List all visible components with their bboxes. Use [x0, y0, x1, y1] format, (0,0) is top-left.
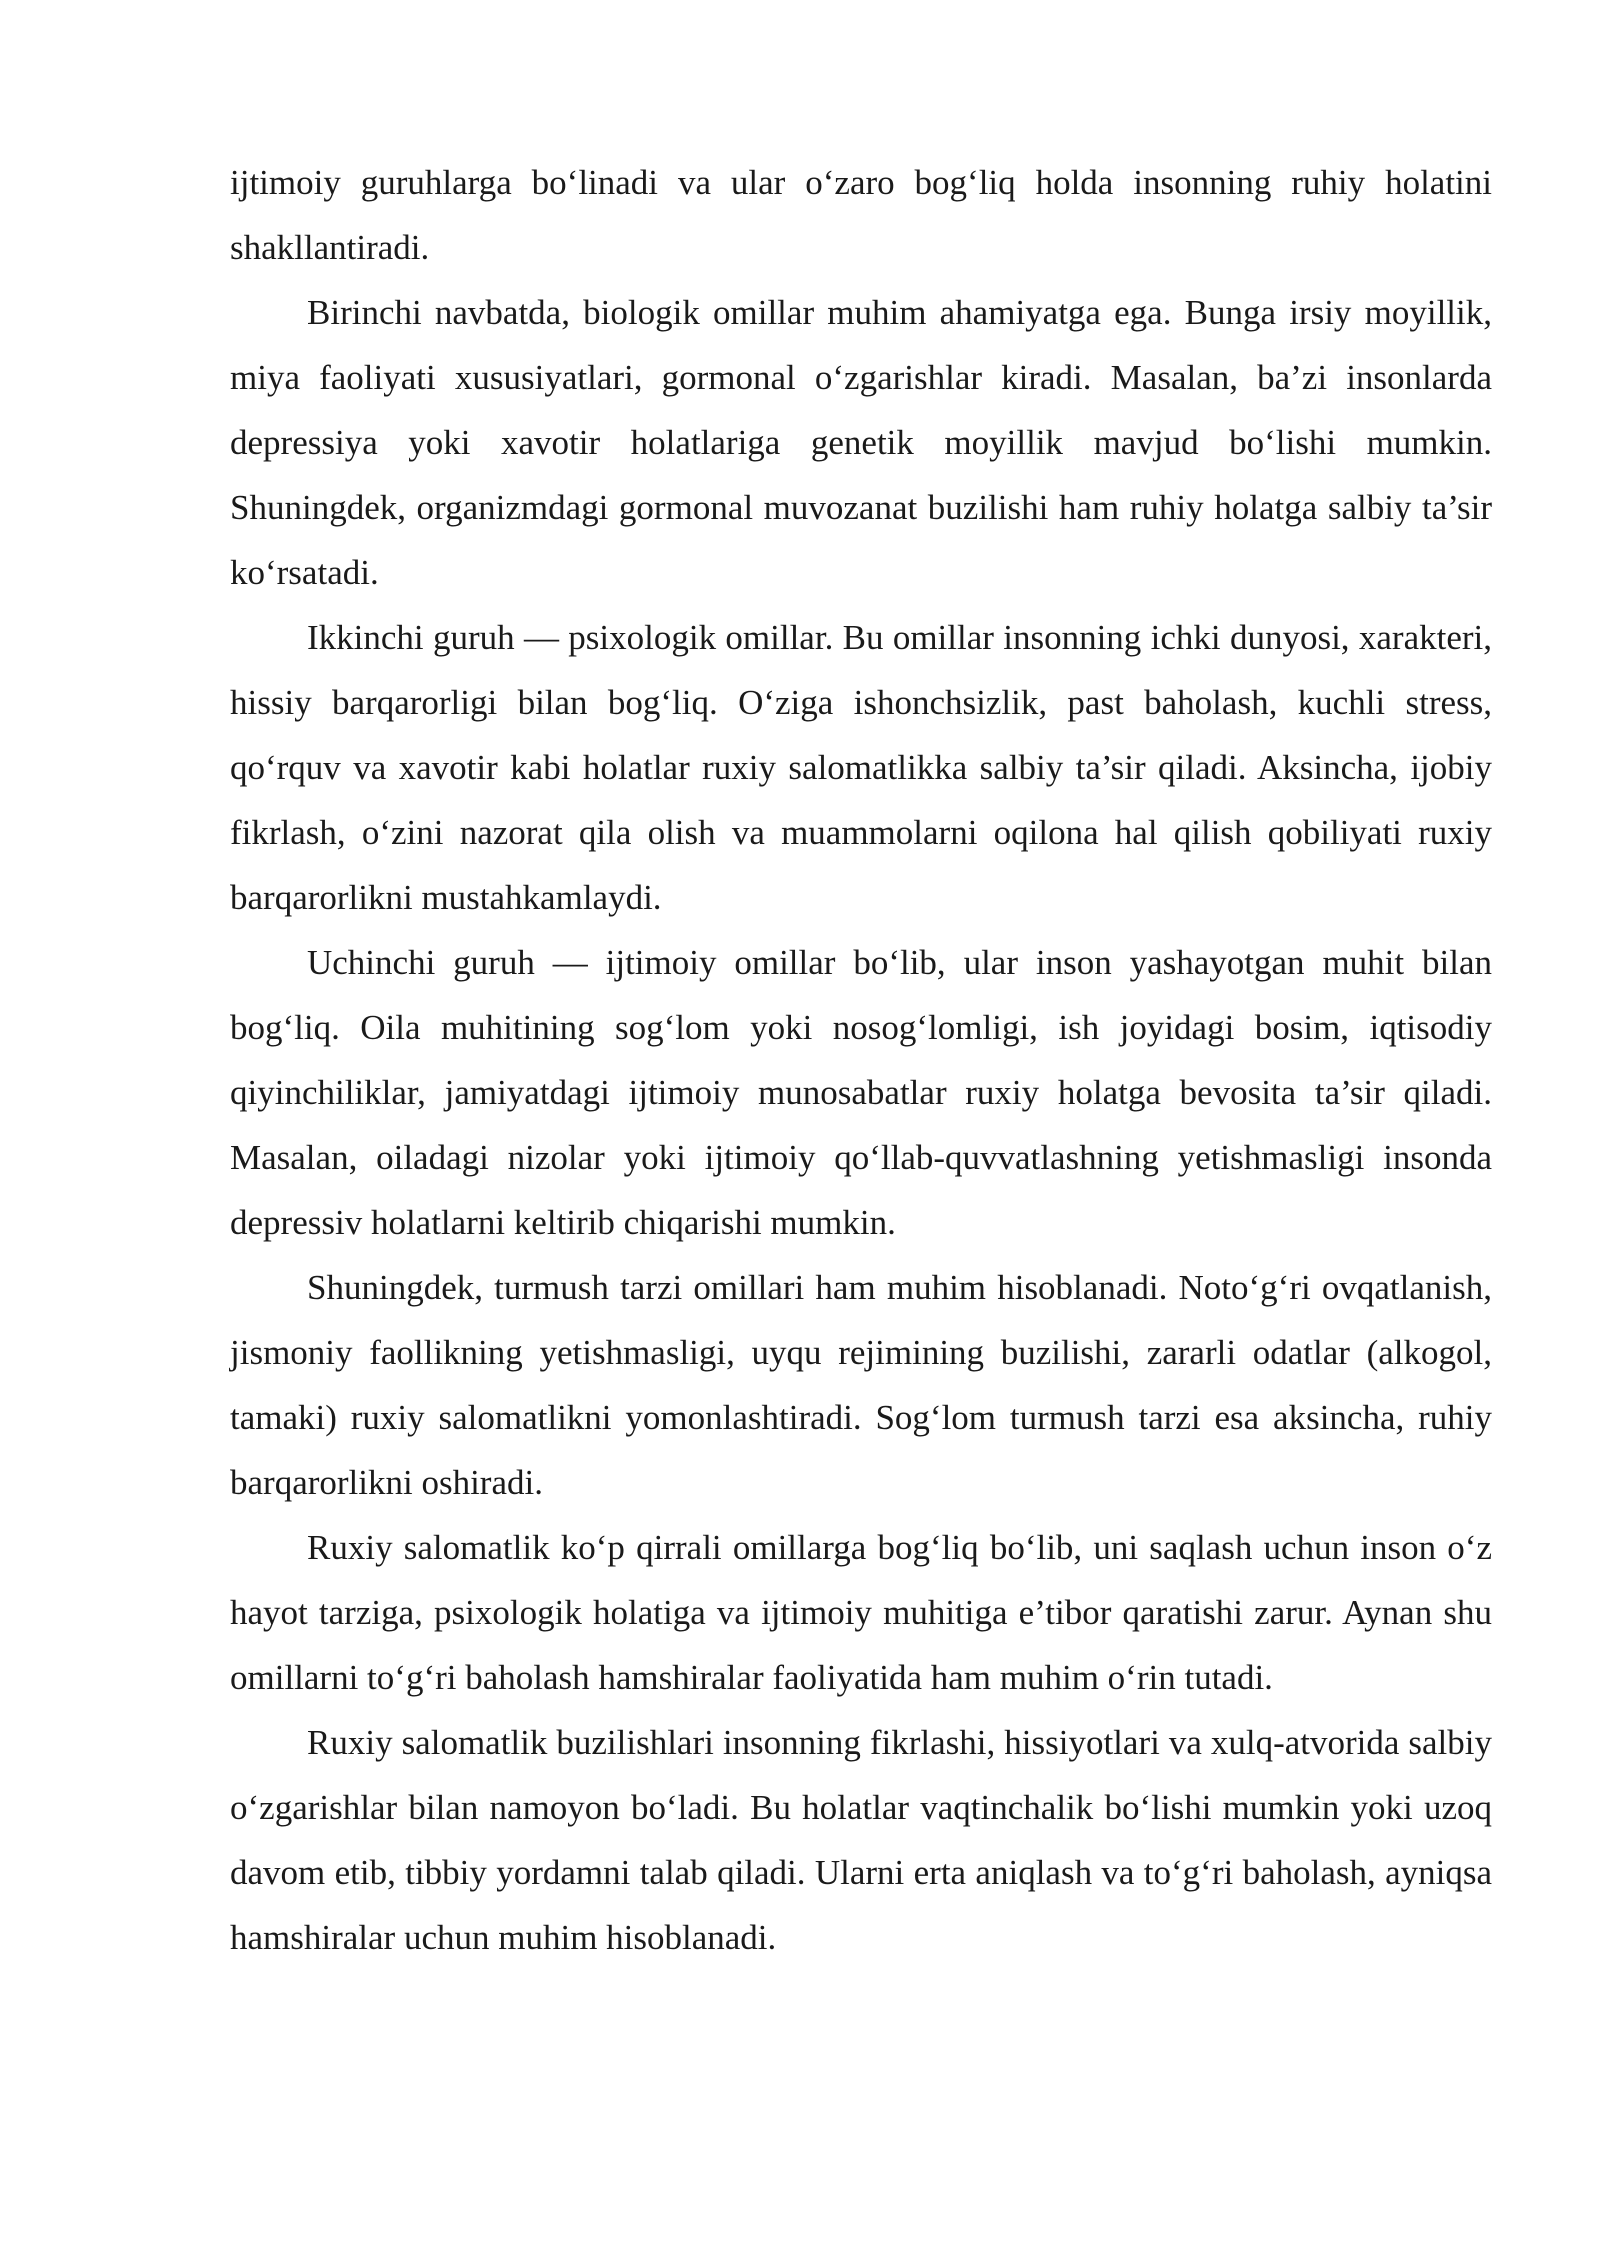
paragraph-biological-factors: Birinchi navbatda, biologik omillar muhim ahamiyatga ega. Bunga irsiy moyillik, miya faoliyati xususiyatlari, gormonal o‘zgarishlar kiradi. Masalan, ba’zi insonlarda depressiya yoki xavotir holatlariga genetik moyillik mavjud bo‘lishi mumkin. Shuningdek, organizmdagi gormonal muvozanat buzilishi ham ruhiy holatga salbiy ta’sir ko‘rsatadi.	[230, 293, 1492, 592]
paragraph-mental-health-disorders: Ruxiy salomatlik buzilishlari insonning fikrlashi, hissiyotlari va xulq-atvorida salbiy o‘zgarishlar bilan namoyon bo‘ladi. Bu holatlar vaqtinchalik bo‘lishi mumkin yoki uzoq davom etib, tibbiy yordamni talab qiladi. Ularni erta aniqlash va to‘g‘ri baholash, ayniqsa hamshiralar uchun muhim hisoblanadi.	[230, 1723, 1492, 1957]
paragraph-social-factors: Uchinchi guruh — ijtimoiy omillar bo‘lib, ular inson yashayotgan muhit bilan bog‘liq. Oila muhitining sog‘lom yoki nosog‘lomligi, ish joyidagi bosim, iqtisodiy qiyinchiliklar, jamiyatdagi ijtimoiy munosabatlar ruxiy holatga bevosita ta’sir qiladi. Masalan, oiladagi nizolar yoki ijtimoiy qo‘llab-quvvatlashning yetishmasligi insonda depressiv holatlarni keltirib chiqarishi mumkin.	[230, 943, 1492, 1242]
paragraph-lifestyle-factors: Shuningdek, turmush tarzi omillari ham muhim hisoblanadi. Noto‘g‘ri ovqatlanish, jismoniy faollikning yetishmasligi, uyqu rejimining buzilishi, zararli odatlar (alkogol, tamaki) ruxiy salomatlikni yomonlashtiradi. Sog‘lom turmush tarzi esa aksincha, ruhiy barqarorlikni oshiradi.	[230, 1268, 1492, 1502]
document-page	[230, 150, 1492, 1970]
paragraph-psychological-factors: Ikkinchi guruh — psixologik omillar. Bu omillar insonning ichki dunyosi, xarakteri, hissiy barqarorligi bilan bog‘liq. O‘ziga ishonchsizlik, past baholash, kuchli stress, qo‘rquv va xavotir kabi holatlar ruxiy salomatlikka salbiy ta’sir qiladi. Aksincha, ijobiy fikrlash, o‘zini nazorat qila olish va muammolarni oqilona hal qilish qobiliyati ruxiy barqarorlikni mustahkamlaydi.	[230, 618, 1492, 917]
paragraph-summary: Ruxiy salomatlik ko‘p qirrali omillarga bog‘liq bo‘lib, uni saqlash uchun inson o‘z hayot tarziga, psixologik holatiga va ijtimoiy muhitiga e’tibor qaratishi zarur. Aynan shu omillarni to‘g‘ri baholash hamshiralar faoliyatida ham muhim o‘rin tutadi.	[230, 1528, 1492, 1697]
paragraph-continuation: ijtimoiy guruhlarga bo‘linadi va ular o‘zaro bog‘liq holda insonning ruhiy holatini shakllantiradi.	[230, 163, 1492, 267]
